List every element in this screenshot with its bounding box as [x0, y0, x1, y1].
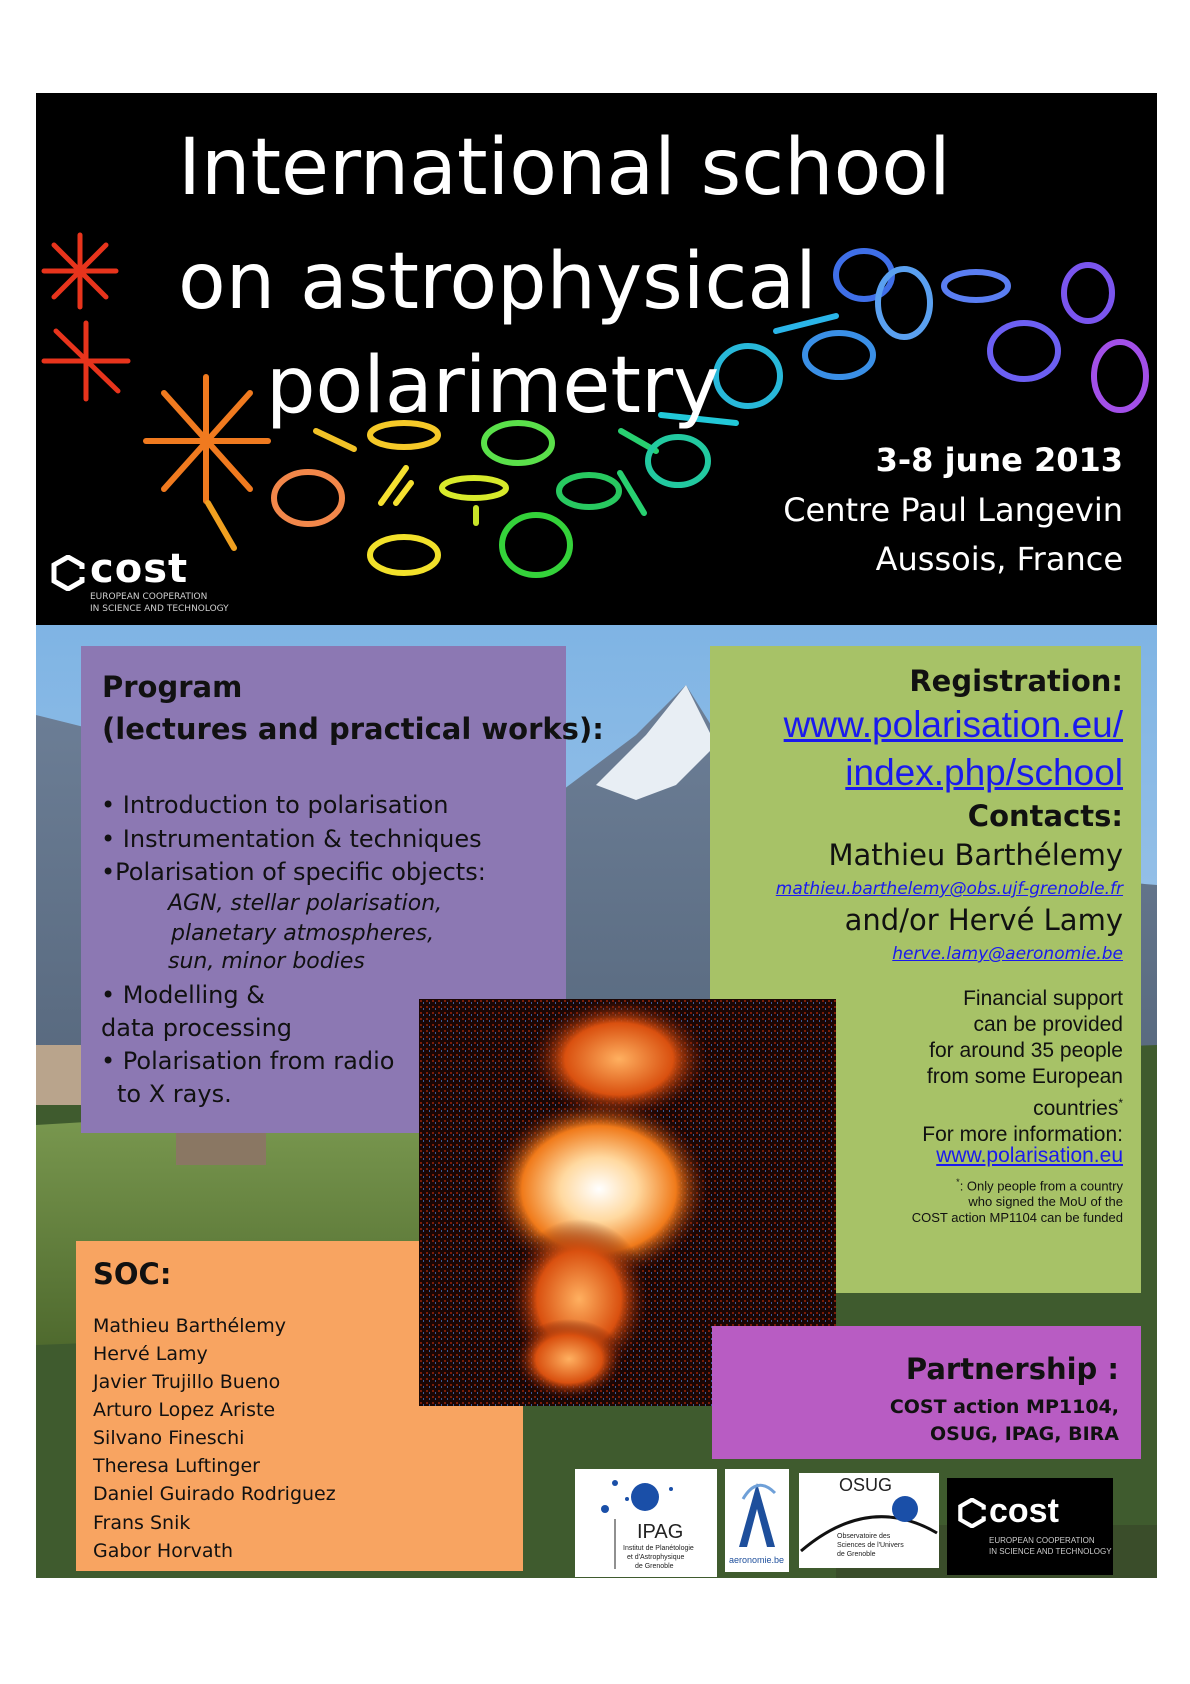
- footnote-line: who signed the MoU of the: [968, 1194, 1123, 1210]
- footnote-text: [912, 1174, 1123, 1226]
- financial-line: Financial support: [963, 987, 1123, 1010]
- ipag-logo: [575, 1469, 717, 1577]
- cost-logo-word: cost: [90, 546, 189, 592]
- event-venue: Centre Paul Langevin: [783, 491, 1123, 529]
- footnote-line: COST action MP1104 can be funded: [911, 1210, 1123, 1226]
- cost-logo-mark-icon: [50, 555, 86, 591]
- contact-2-email-link[interactable]: herve.lamy@aeronomie.be: [892, 944, 1123, 964]
- program-item: • Modelling &: [101, 981, 265, 1009]
- soc-member: Frans Snik: [93, 1512, 191, 1534]
- soc-member: Gabor Horvath: [93, 1540, 234, 1562]
- partnership-box: [712, 1326, 1141, 1459]
- partnership-line-2: OSUG, IPAG, BIRA: [930, 1423, 1119, 1445]
- poster: [36, 93, 1157, 1578]
- soc-member: Arturo Lopez Ariste: [93, 1399, 276, 1421]
- soc-member: Javier Trujillo Bueno: [93, 1371, 281, 1393]
- cost-logo-footer-word: cost: [989, 1492, 1059, 1530]
- contact-1-email-link[interactable]: mathieu.barthelemy@obs.ujf-grenoble.fr: [775, 879, 1123, 899]
- financial-line: [922, 1090, 1123, 1122]
- program-item: •Polarisation of specific objects:: [101, 858, 486, 886]
- financial-line: can be provided: [973, 1013, 1123, 1036]
- program-heading-line-1: Program: [102, 670, 243, 704]
- cost-logo-footer: [947, 1478, 1113, 1575]
- program-item: • Instrumentation & techniques: [101, 825, 482, 853]
- contact-2-name: and/or Hervé Lamy: [844, 903, 1123, 937]
- registration-heading: Registration:: [909, 664, 1123, 698]
- program-subitem: AGN, stellar polarisation,: [168, 891, 443, 916]
- event-date: 3-8 june 2013: [875, 441, 1123, 479]
- cost-logo-footer-tagline: EUROPEAN COOPERATION: [989, 1536, 1095, 1545]
- ipag-logo-sub: de Grenoble: [635, 1563, 674, 1570]
- soc-member: Hervé Lamy: [93, 1343, 208, 1365]
- soc-member: Mathieu Barthélemy: [93, 1315, 286, 1337]
- aeronomie-logo: [725, 1469, 789, 1572]
- financial-line: from some European: [926, 1065, 1123, 1088]
- financial-line-countries: countries: [1033, 1097, 1119, 1120]
- title-line-1: International school: [178, 123, 951, 213]
- osug-logo-name: OSUG: [839, 1475, 893, 1495]
- ipag-logo-sub: et d'Astrophysique: [627, 1554, 685, 1561]
- cost-logo-tagline-1: EUROPEAN COOPERATION: [90, 592, 208, 602]
- event-place: Aussois, France: [875, 540, 1123, 578]
- cost-logo-mark-icon: [957, 1498, 987, 1528]
- registration-url-line-2[interactable]: index.php/school: [845, 752, 1123, 793]
- soc-member: Silvano Fineschi: [93, 1427, 245, 1449]
- ipag-logo-sub: Institut de Planétologie: [623, 1545, 694, 1552]
- program-item: data processing: [101, 1014, 293, 1042]
- financial-line: For more information:: [922, 1123, 1123, 1146]
- osug-logo-sub: Sciences de l'Univers: [837, 1542, 904, 1549]
- footnote-marker: *: [956, 1177, 960, 1187]
- partnership-line-1: COST action MP1104,: [889, 1396, 1119, 1418]
- ipag-logo-name: IPAG: [637, 1521, 684, 1543]
- cost-logo-tagline-2: IN SCIENCE AND TECHNOLOGY: [90, 604, 229, 614]
- osug-logo-sub: Observatoire des: [837, 1533, 891, 1540]
- program-item: • Polarisation from radio: [101, 1047, 395, 1075]
- financial-support-text: [922, 986, 1123, 1148]
- osug-logo-sub: de Grenoble: [837, 1551, 876, 1558]
- program-item: to X rays.: [117, 1080, 232, 1108]
- registration-url-line-1[interactable]: www.polarisation.eu/: [783, 704, 1123, 745]
- website-link[interactable]: www.polarisation.eu: [936, 1144, 1123, 1167]
- contacts-heading: Contacts:: [967, 799, 1123, 833]
- title-line-3: polarimetry: [266, 341, 720, 431]
- program-heading-line-2: (lectures and practical works):: [102, 712, 604, 746]
- aeronomie-logo-name: aeronomie.be: [729, 1555, 785, 1565]
- footnote-marker: *: [1118, 1096, 1123, 1110]
- footnote-line-1: : Only people from a country: [959, 1178, 1123, 1194]
- soc-heading: SOC:: [93, 1257, 172, 1291]
- footnote-line: [912, 1174, 1123, 1194]
- osug-logo: [799, 1473, 939, 1568]
- financial-line: for around 35 people: [929, 1039, 1123, 1062]
- program-subitem: planetary atmospheres,: [171, 921, 435, 946]
- contact-1-name: Mathieu Barthélemy: [828, 838, 1123, 872]
- program-item: • Introduction to polarisation: [101, 791, 449, 819]
- title-line-2: on astrophysical: [178, 237, 817, 327]
- soc-member: Daniel Guirado Rodriguez: [93, 1483, 336, 1505]
- header-banner: [36, 93, 1157, 625]
- program-subitem: sun, minor bodies: [168, 949, 365, 974]
- soc-member: Theresa Luftinger: [93, 1455, 260, 1477]
- partnership-heading: Partnership :: [905, 1352, 1119, 1386]
- cost-logo-header: [50, 546, 250, 614]
- cost-logo-footer-tagline: IN SCIENCE AND TECHNOLOGY: [989, 1547, 1112, 1556]
- program-heading: [102, 666, 604, 750]
